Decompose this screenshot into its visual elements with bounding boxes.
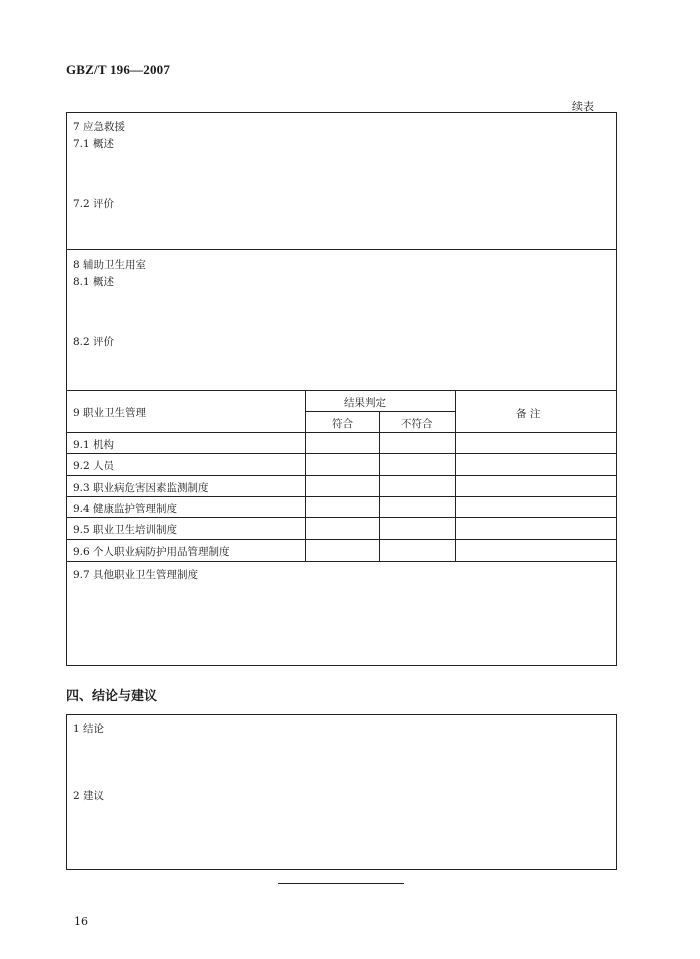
row-divider <box>67 561 616 562</box>
section-9-7-label: 9.7 具他职业卫生管理制度 <box>73 569 199 581</box>
suggestion-label: 2 建议 <box>73 790 105 802</box>
conclusion-title: 四、结论与建议 <box>66 689 158 704</box>
section-7-title: 7 应急救援 <box>73 121 126 133</box>
conclusion-label: 1 结论 <box>73 723 105 735</box>
section-8-title: 8 辅助卫生用室 <box>73 259 147 271</box>
conform-header: 符合 <box>332 418 353 430</box>
row-divider <box>67 390 616 391</box>
section-7-2-label: 7.2 评价 <box>73 198 115 210</box>
row-divider <box>67 496 616 497</box>
row-divider <box>67 475 616 476</box>
section-8-2-label: 8.2 评价 <box>73 336 115 348</box>
continued-label: 续表 <box>572 100 594 113</box>
standard-code: GBZ/T 196—2007 <box>66 62 171 77</box>
conclusion-box <box>66 714 617 870</box>
section-9-title: 9 职业卫生管理 <box>73 407 147 419</box>
row-divider <box>67 432 616 433</box>
remark-header: 备 注 <box>516 408 541 420</box>
end-rule <box>278 883 404 884</box>
result-header-divider <box>305 411 455 412</box>
table-row-label: 9.6 个人职业病防护用品管理制度 <box>73 546 230 558</box>
section-7-1-label: 7.1 概述 <box>73 138 115 150</box>
table-row-label: 9.4 健康监护管理制度 <box>73 503 178 515</box>
row-divider <box>67 453 616 454</box>
nonconform-header: 不符合 <box>401 418 433 430</box>
table-row-label: 9.3 职业病危害因素监测制度 <box>73 482 209 494</box>
result-header: 结果判定 <box>344 397 386 409</box>
page-number: 16 <box>74 915 88 928</box>
table-row-label: 9.5 职业卫生培训制度 <box>73 524 178 536</box>
section-8-1-label: 8.1 概述 <box>73 276 115 288</box>
row-divider <box>67 249 616 250</box>
table-row-label: 9.1 机构 <box>73 439 115 451</box>
row-divider <box>67 539 616 540</box>
row-divider <box>67 517 616 518</box>
table-row-label: 9.2 人员 <box>73 460 115 472</box>
main-table <box>66 112 617 666</box>
